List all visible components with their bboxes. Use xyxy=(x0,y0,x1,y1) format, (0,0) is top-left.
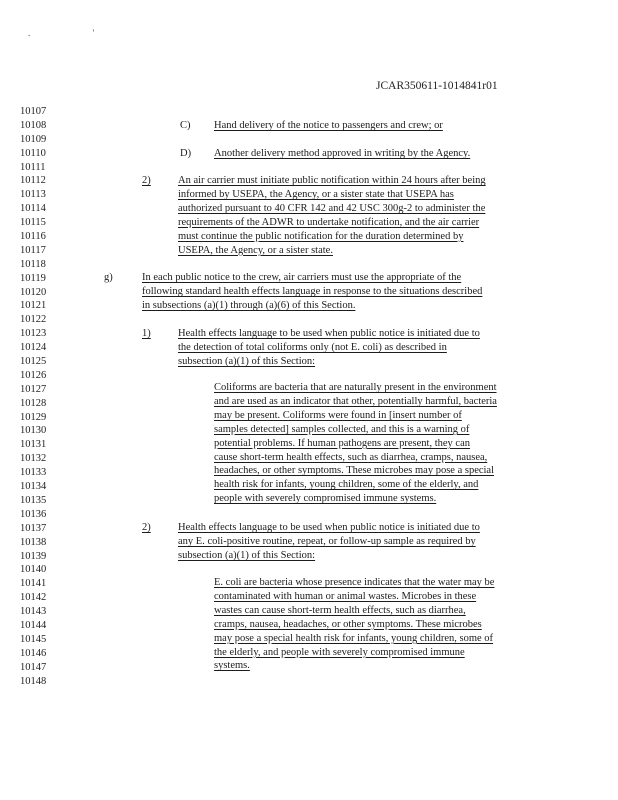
line-number: 10120 xyxy=(20,286,47,298)
quote-line: E. coli are bacteria whose presence indicates that the water may be xyxy=(214,577,495,588)
item-2-line: requirements of the ADWR to undertake notification, and the air carrier xyxy=(178,216,480,228)
item-c-text: Hand delivery of the notice to passengers and crew; or xyxy=(214,120,443,131)
line-number: 10109 xyxy=(20,133,47,145)
item-g2-line: any E. coli-positive routine, repeat, or follow-up sample as required by xyxy=(178,535,476,547)
line-number: 10110 xyxy=(20,147,46,159)
line-number: 10108 xyxy=(20,119,47,131)
line-number: 10128 xyxy=(20,397,47,409)
item-2-label: 2) xyxy=(142,175,151,186)
line-number: 10130 xyxy=(20,425,47,437)
line-number: 10117 xyxy=(20,244,46,256)
line-number: 10138 xyxy=(20,536,47,548)
item-2-line: must continue the public notification for the duration determined by xyxy=(178,230,464,242)
quote-line: samples detected] samples collected, and this is a warning of xyxy=(214,423,470,435)
line-number: 10131 xyxy=(20,439,47,451)
line-number: 10136 xyxy=(20,508,47,520)
quote-line: wastes can cause short-term health effects, such as diarrhea, xyxy=(214,604,466,616)
quote-line: health risk for infants, young children, some of the elderly, and xyxy=(214,479,479,491)
line-number: 10112 xyxy=(20,175,46,187)
document-id: JCAR350611-1014841r01 xyxy=(376,80,498,92)
line-number: 10114 xyxy=(20,203,46,215)
item-g-line: In each public notice to the crew, air carriers must use the appropriate of the xyxy=(142,272,462,283)
item-2-line: An air carrier must initiate public notification within 24 hours after being xyxy=(178,175,486,186)
line-number: 10147 xyxy=(20,661,47,673)
item-g2-line: Health effects language to be used when public notice is initiated due to xyxy=(178,522,480,533)
line-number: 10115 xyxy=(20,217,46,229)
line-number: 10116 xyxy=(20,231,46,243)
line-number: 10134 xyxy=(20,481,47,493)
item-g1-line: subsection (a)(1) of this Section: xyxy=(178,355,316,367)
item-d-label: D) xyxy=(180,148,192,159)
item-2-line: informed by USEPA, the Agency, or a sister state that USEPA has xyxy=(178,188,454,200)
line-number: 10111 xyxy=(20,161,46,173)
quote-line: headaches, or other symptoms. These microbes may pose a special xyxy=(214,465,495,477)
line-number: 10137 xyxy=(20,522,47,534)
item-2-line: USEPA, the Agency, or a sister state. xyxy=(178,244,333,256)
item-d-text: Another delivery method approved in writing by the Agency. xyxy=(214,148,471,159)
item-g1-line: Health effects language to be used when public notice is initiated due to xyxy=(178,328,480,339)
line-number: 10142 xyxy=(20,592,47,604)
quote-line: potential problems. If human pathogens are present, they can xyxy=(214,437,470,449)
line-number: 10146 xyxy=(20,647,47,659)
item-g-label: g) xyxy=(104,272,113,283)
quote-line: and are used as an indicator that other, potentially harmful, bacteria xyxy=(214,395,497,407)
line-number: 10132 xyxy=(20,453,47,465)
quote-line: contaminated with human or animal wastes. Microbes in these xyxy=(214,590,477,602)
item-g1-line: the detection of total coliforms only (not E. coli) as described in xyxy=(178,341,447,353)
line-number: 10145 xyxy=(20,633,47,645)
line-number: 10121 xyxy=(20,300,47,312)
item-g-line: following standard health effects language in response to the situations described xyxy=(142,285,483,297)
line-number: 10148 xyxy=(20,675,47,687)
line-number-column xyxy=(20,105,46,688)
quote-line: people with severely compromised immune systems. xyxy=(214,493,437,505)
line-number: 10135 xyxy=(20,494,47,506)
line-number: 10123 xyxy=(20,328,47,340)
quote-line: may be present. Coliforms were found in [insert number of xyxy=(214,409,462,421)
quote-line: the elderly, and people with severely compromised immune xyxy=(214,646,465,658)
line-number: 10143 xyxy=(20,606,47,618)
item-g-line: in subsections (a)(1) through (a)(6) of this Section. xyxy=(142,299,356,311)
quote-line: cramps, nausea, headaches, or other symptoms. These microbes xyxy=(214,618,482,630)
line-number: 10126 xyxy=(20,369,47,381)
line-number: 10107 xyxy=(20,106,47,117)
line-number: 10127 xyxy=(20,383,47,395)
line-number: 10144 xyxy=(20,619,47,631)
line-number: 10141 xyxy=(20,578,47,590)
item-g2-line: subsection (a)(1) of this Section: xyxy=(178,549,316,561)
line-number: 10140 xyxy=(20,564,47,576)
line-number: 10139 xyxy=(20,550,47,562)
item-2-line: authorized pursuant to 40 CFR 142 and 42 USC 300g-2 to administer the xyxy=(178,202,486,214)
line-number: 10125 xyxy=(20,356,47,368)
line-number: 10133 xyxy=(20,467,47,479)
item-g1-label: 1) xyxy=(142,328,151,339)
line-number: 10119 xyxy=(20,272,46,284)
quote-line: cause short-term health effects, such as diarrhea, cramps, nausea, xyxy=(214,451,488,463)
item-g2-label: 2) xyxy=(142,522,151,533)
line-number: 10122 xyxy=(20,314,47,326)
line-number: 10129 xyxy=(20,411,47,423)
item-c-label: C) xyxy=(180,120,191,131)
corner-marks: . ' xyxy=(28,28,125,38)
line-number: 10113 xyxy=(20,189,46,201)
quote-line: may pose a special health risk for infants, young children, some of xyxy=(214,632,494,644)
quote-line: Coliforms are bacteria that are naturally present in the environment xyxy=(214,382,497,393)
line-number: 10124 xyxy=(20,342,47,354)
quote-line: systems. xyxy=(214,660,250,672)
line-number: 10118 xyxy=(20,258,46,270)
